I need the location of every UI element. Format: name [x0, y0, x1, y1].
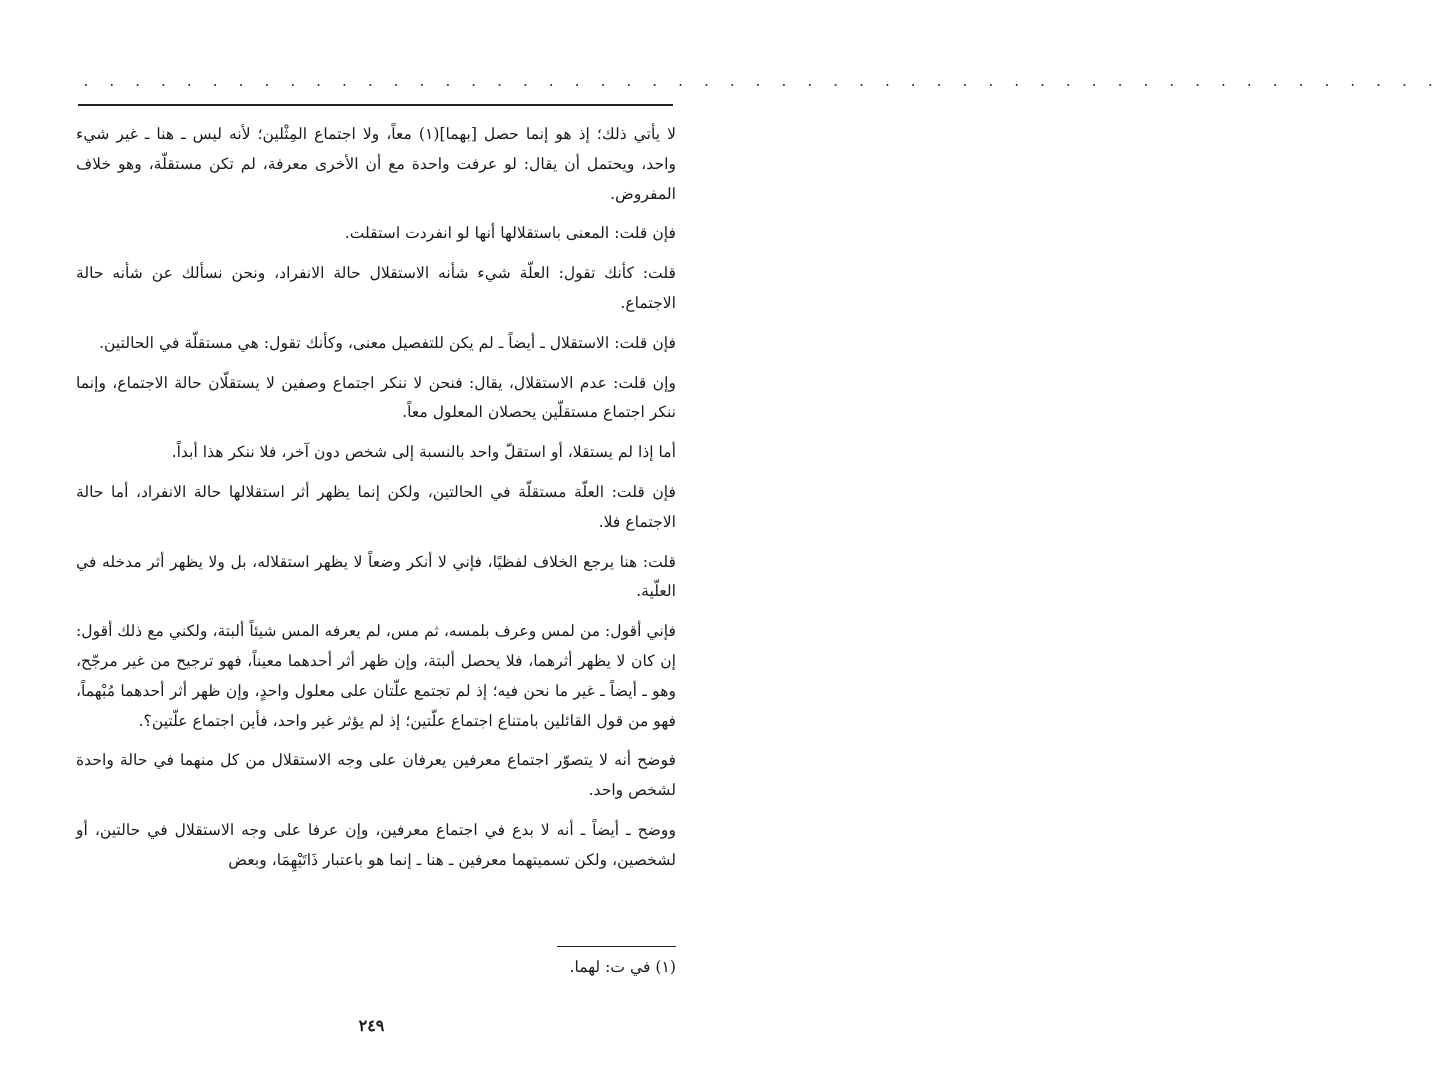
- paragraph: فإن قلت: العلّة مستقلّة في الحالتين، ولكن إنما يظهر أثر استقلالها حالة الانفراد، أما حالة الاجتماع فلا.: [76, 482, 676, 531]
- paragraph: ووضح ـ أيضاً ـ أنه لا بدع في اجتماع معرفين، وإن عرفا على وجه الاستقلال في حالتين، أو لشخصين، ولكن تسميتهما معرفين ـ هنا ـ إنما هو باعتبار ذَاتَيْهِمَا، وبعض: [76, 820, 676, 869]
- paragraph: فإني أقول: من لمس وعرف بلمسه، ثم مس، لم يعرفه المس شيئاً ألبتة، ولكني مع ذلك أقول: إن كان لا يظهر أثرهما، فلا يحصل ألبتة، وإن ظهر أثر أحدهما معيناً، فهو ترجيح من غير مرجّح، وهو ـ أيضاً ـ غير ما نحن فيه؛ إذ لم تجتمع علّتان على معلول واحدٍ، وإن ظهر أثر أحدهما مُبْهماً، فهو من قول القائلين بامتناع اجتماع علّتين؛ إذ لم يؤثر غير واحد، فأين اجتماع علّتين؟.: [76, 622, 676, 730]
- footnote: (١) في ت: لهما.: [569, 958, 676, 976]
- paragraph: قلت: كأنك تقول: العلّة شيء شأنه الاستقلال حالة الانفراد، ونحن نسألك عن شأنه حالة الاجتماع.: [76, 264, 676, 312]
- paragraph: قلت: هنا يرجع الخلاف لفظيًا، فإني لا أنكر وضعاً لا يظهر استقلاله، بل ولا يظهر أثر مدخله في العلّية.: [76, 552, 676, 601]
- paragraph: لا يأتي ذلك؛ إذ هو إنما حصل [بهما](١) معاً، ولا اجتماع المِثْلين؛ لأنه ليس ـ هنا ـ غير شيء واحد، ويحتمل أن يقال: لو عرفت واحدة مع أن الأخرى معرفة، لم تكن مستقلّة، وهو خلاف المفروض.: [76, 125, 676, 203]
- paragraph: فإن قلت: الاستقلال ـ أيضاً ـ لم يكن للتفصيل معنى، وكأنك تقول: هي مستقلّة في الحالتين.: [99, 333, 676, 352]
- paragraph: فإن قلت: المعنى باستقلالها أنها لو انفردت استقلت.: [344, 224, 676, 243]
- paragraph: فوضح أنه لا يتصوّر اجتماع معرفين يعرفان على وجه الاستقلال من كل منهما في حالة واحدة لشخص واحد.: [76, 751, 676, 800]
- footnote-separator: [557, 946, 676, 947]
- page-number: ٢٤٩: [358, 1016, 385, 1035]
- paragraph: وإن قلت: عدم الاستقلال، يقال: فنحن لا ننكر اجتماع وصفين لا يستقلّان حالة الاجتماع، وإنما ننكر اجتماع مستقلّين يحصلان المعلول معاً.: [76, 373, 676, 422]
- header-rule: [78, 104, 673, 106]
- page-body: [76, 120, 676, 886]
- header-dotted-line: . . . . . . . . . . . . . . . . . . . . . . . . . . . . . . . . . . . . . . . . . . . . . . . . . . . . .: [82, 75, 1439, 90]
- paragraph: أما إذا لم يستقلا، أو استقلّ واحد بالنسبة إلى شخص دون آخر، فلا ننكر هذا أبداً.: [171, 443, 676, 462]
